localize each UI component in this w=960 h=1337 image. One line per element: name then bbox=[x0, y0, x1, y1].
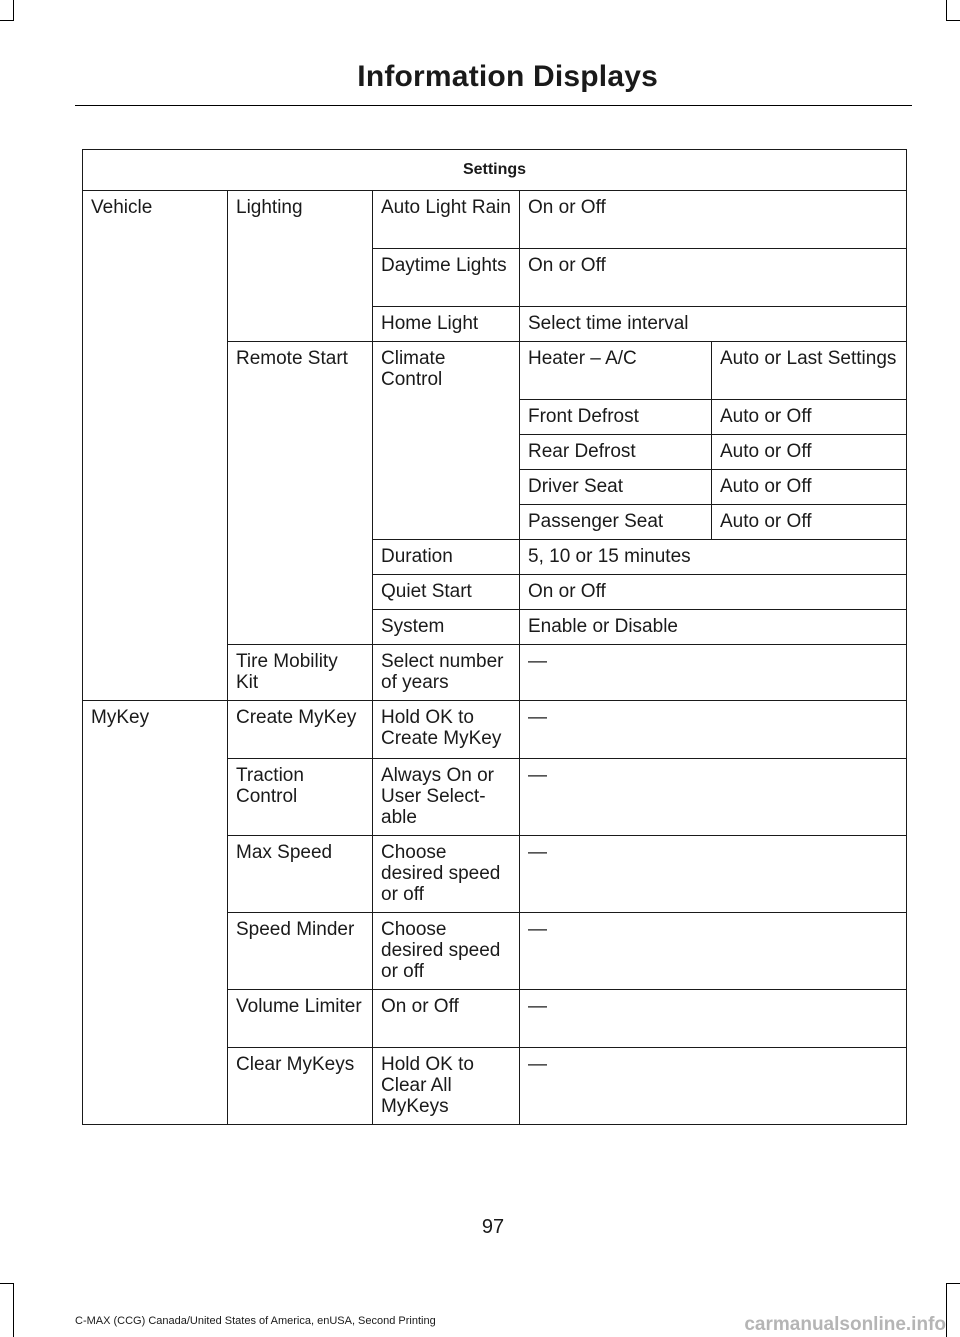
option-cell: System bbox=[373, 610, 520, 645]
option-cell: Hold OK to Create MyKey bbox=[373, 701, 520, 759]
option-cell: On or Off bbox=[373, 990, 520, 1048]
sub-option-cell: Passenger Seat bbox=[520, 505, 712, 540]
value-cell: Auto or Off bbox=[712, 435, 907, 470]
feature-cell: Create MyKey bbox=[228, 701, 373, 759]
option-cell: Daytime Lights bbox=[373, 249, 520, 307]
value-cell: Auto or Off bbox=[712, 505, 907, 540]
crop-mark bbox=[946, 1283, 960, 1284]
option-cell: Choose desired speed or off bbox=[373, 836, 520, 913]
value-cell: On or Off bbox=[520, 575, 907, 610]
crop-mark bbox=[0, 20, 14, 21]
sub-option-cell: Front Defrost bbox=[520, 400, 712, 435]
crop-mark bbox=[0, 1283, 14, 1284]
sub-option-cell: Driver Seat bbox=[520, 470, 712, 505]
value-cell: — bbox=[520, 645, 907, 701]
value-cell: — bbox=[520, 836, 907, 913]
table-row bbox=[83, 191, 907, 249]
value-cell: Auto or Off bbox=[712, 400, 907, 435]
option-cell: Select number of years bbox=[373, 645, 520, 701]
value-cell: — bbox=[520, 913, 907, 990]
category-cell: Vehicle bbox=[83, 191, 228, 701]
feature-cell: Max Speed bbox=[228, 836, 373, 913]
value-cell: Auto or Last Settings bbox=[712, 342, 907, 400]
header-divider bbox=[75, 105, 912, 106]
option-cell: Quiet Start bbox=[373, 575, 520, 610]
option-cell: Climate Control bbox=[373, 342, 520, 540]
option-cell: Auto Light Rain bbox=[373, 191, 520, 249]
feature-cell: Remote Start bbox=[228, 342, 373, 645]
feature-cell: Traction Control bbox=[228, 759, 373, 836]
table-title: Settings bbox=[83, 150, 907, 191]
crop-mark bbox=[13, 0, 14, 20]
value-cell: 5, 10 or 15 minutes bbox=[520, 540, 907, 575]
value-cell: — bbox=[520, 990, 907, 1048]
feature-cell: Volume Limiter bbox=[228, 990, 373, 1048]
settings-table bbox=[82, 149, 907, 1125]
option-cell: Hold OK to Clear All MyKeys bbox=[373, 1048, 520, 1125]
value-cell: — bbox=[520, 701, 907, 759]
feature-cell: Tire Mobility Kit bbox=[228, 645, 373, 701]
value-cell: On or Off bbox=[520, 191, 907, 249]
value-cell: Select time interval bbox=[520, 307, 907, 342]
option-cell: Duration bbox=[373, 540, 520, 575]
table-row bbox=[83, 701, 907, 759]
feature-cell: Speed Minder bbox=[228, 913, 373, 990]
crop-mark bbox=[946, 1283, 947, 1337]
value-cell: Enable or Disable bbox=[520, 610, 907, 645]
category-cell: MyKey bbox=[83, 701, 228, 1125]
sub-option-cell: Rear Defrost bbox=[520, 435, 712, 470]
crop-mark bbox=[13, 1283, 14, 1337]
footer-text: C-MAX (CCG) Canada/United States of America, enUSA, Second Printing bbox=[75, 1315, 436, 1327]
option-cell: Always On or User Select-able bbox=[373, 759, 520, 836]
feature-cell: Lighting bbox=[228, 191, 373, 342]
table-header-row bbox=[83, 150, 907, 191]
feature-cell: Clear MyKeys bbox=[228, 1048, 373, 1125]
option-cell: Choose desired speed or off bbox=[373, 913, 520, 990]
sub-option-cell: Heater – A/C bbox=[520, 342, 712, 400]
value-cell: — bbox=[520, 1048, 907, 1125]
page-number: 97 bbox=[481, 1216, 505, 1238]
value-cell: — bbox=[520, 759, 907, 836]
option-cell: Home Light bbox=[373, 307, 520, 342]
crop-mark bbox=[946, 20, 960, 21]
watermark: carmanualsonline.info bbox=[744, 1314, 946, 1335]
value-cell: Auto or Off bbox=[712, 470, 907, 505]
section-title: Information Displays bbox=[357, 60, 658, 93]
value-cell: On or Off bbox=[520, 249, 907, 307]
crop-mark bbox=[946, 0, 947, 20]
